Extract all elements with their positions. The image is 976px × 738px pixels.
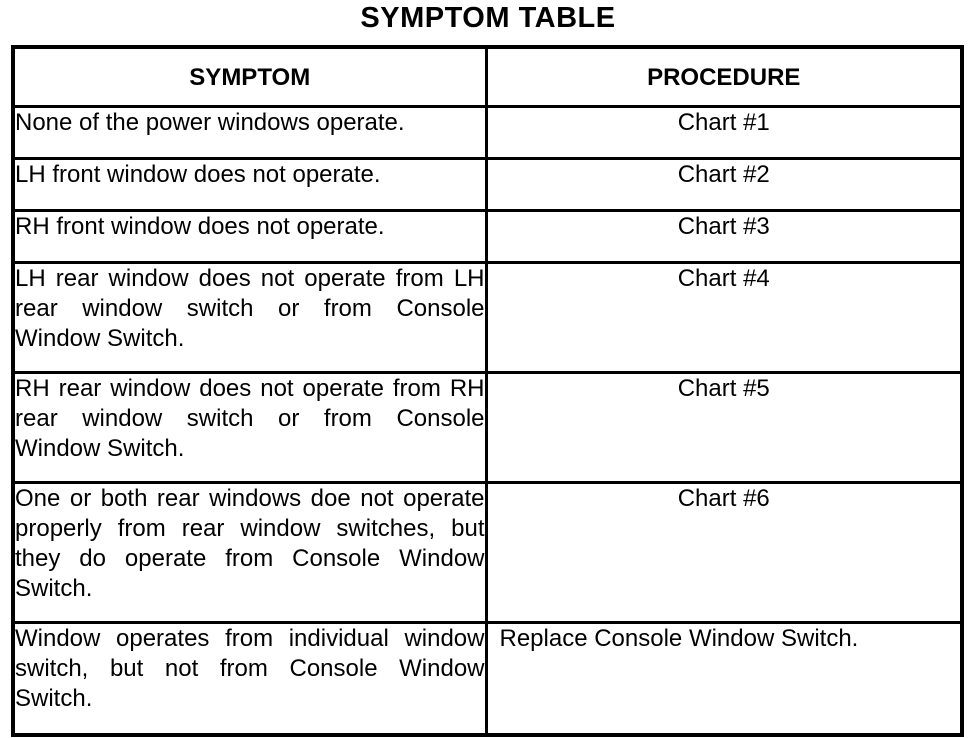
procedure-cell: Chart #1 <box>486 107 962 159</box>
table-row <box>13 211 962 263</box>
symptom-cell: None of the power windows operate. <box>13 107 486 159</box>
table-row <box>13 623 962 735</box>
column-header-symptom: SYMPTOM <box>13 47 486 107</box>
symptom-cell: RH rear window does not operate from RH rear window switch or from Console Window Switch. <box>13 373 486 483</box>
column-header-procedure: PROCEDURE <box>486 47 962 107</box>
table-row <box>13 159 962 211</box>
procedure-cell: Chart #2 <box>486 159 962 211</box>
table-row <box>13 373 962 483</box>
table-row <box>13 263 962 373</box>
table-row <box>13 483 962 623</box>
symptom-cell: LH rear window does not operate from LH rear window switch or from Console Window Switch. <box>13 263 486 373</box>
procedure-cell: Chart #3 <box>486 211 962 263</box>
procedure-cell: Replace Console Window Switch. <box>486 623 962 735</box>
procedure-cell: Chart #5 <box>486 373 962 483</box>
symptom-cell: RH front window does not operate. <box>13 211 486 263</box>
symptom-cell: LH front window does not operate. <box>13 159 486 211</box>
symptom-cell: Window operates from individual window switch, but not from Console Window Switch. <box>13 623 486 735</box>
symptom-cell: One or both rear windows doe not operate properly from rear window switches, but they do operate from Console Window Switch. <box>13 483 486 623</box>
table-row <box>13 107 962 159</box>
procedure-cell: Chart #6 <box>486 483 962 623</box>
procedure-cell: Chart #4 <box>486 263 962 373</box>
symptom-table <box>11 45 964 737</box>
page-title: SYMPTOM TABLE <box>360 2 616 34</box>
table-header-row <box>13 47 962 107</box>
